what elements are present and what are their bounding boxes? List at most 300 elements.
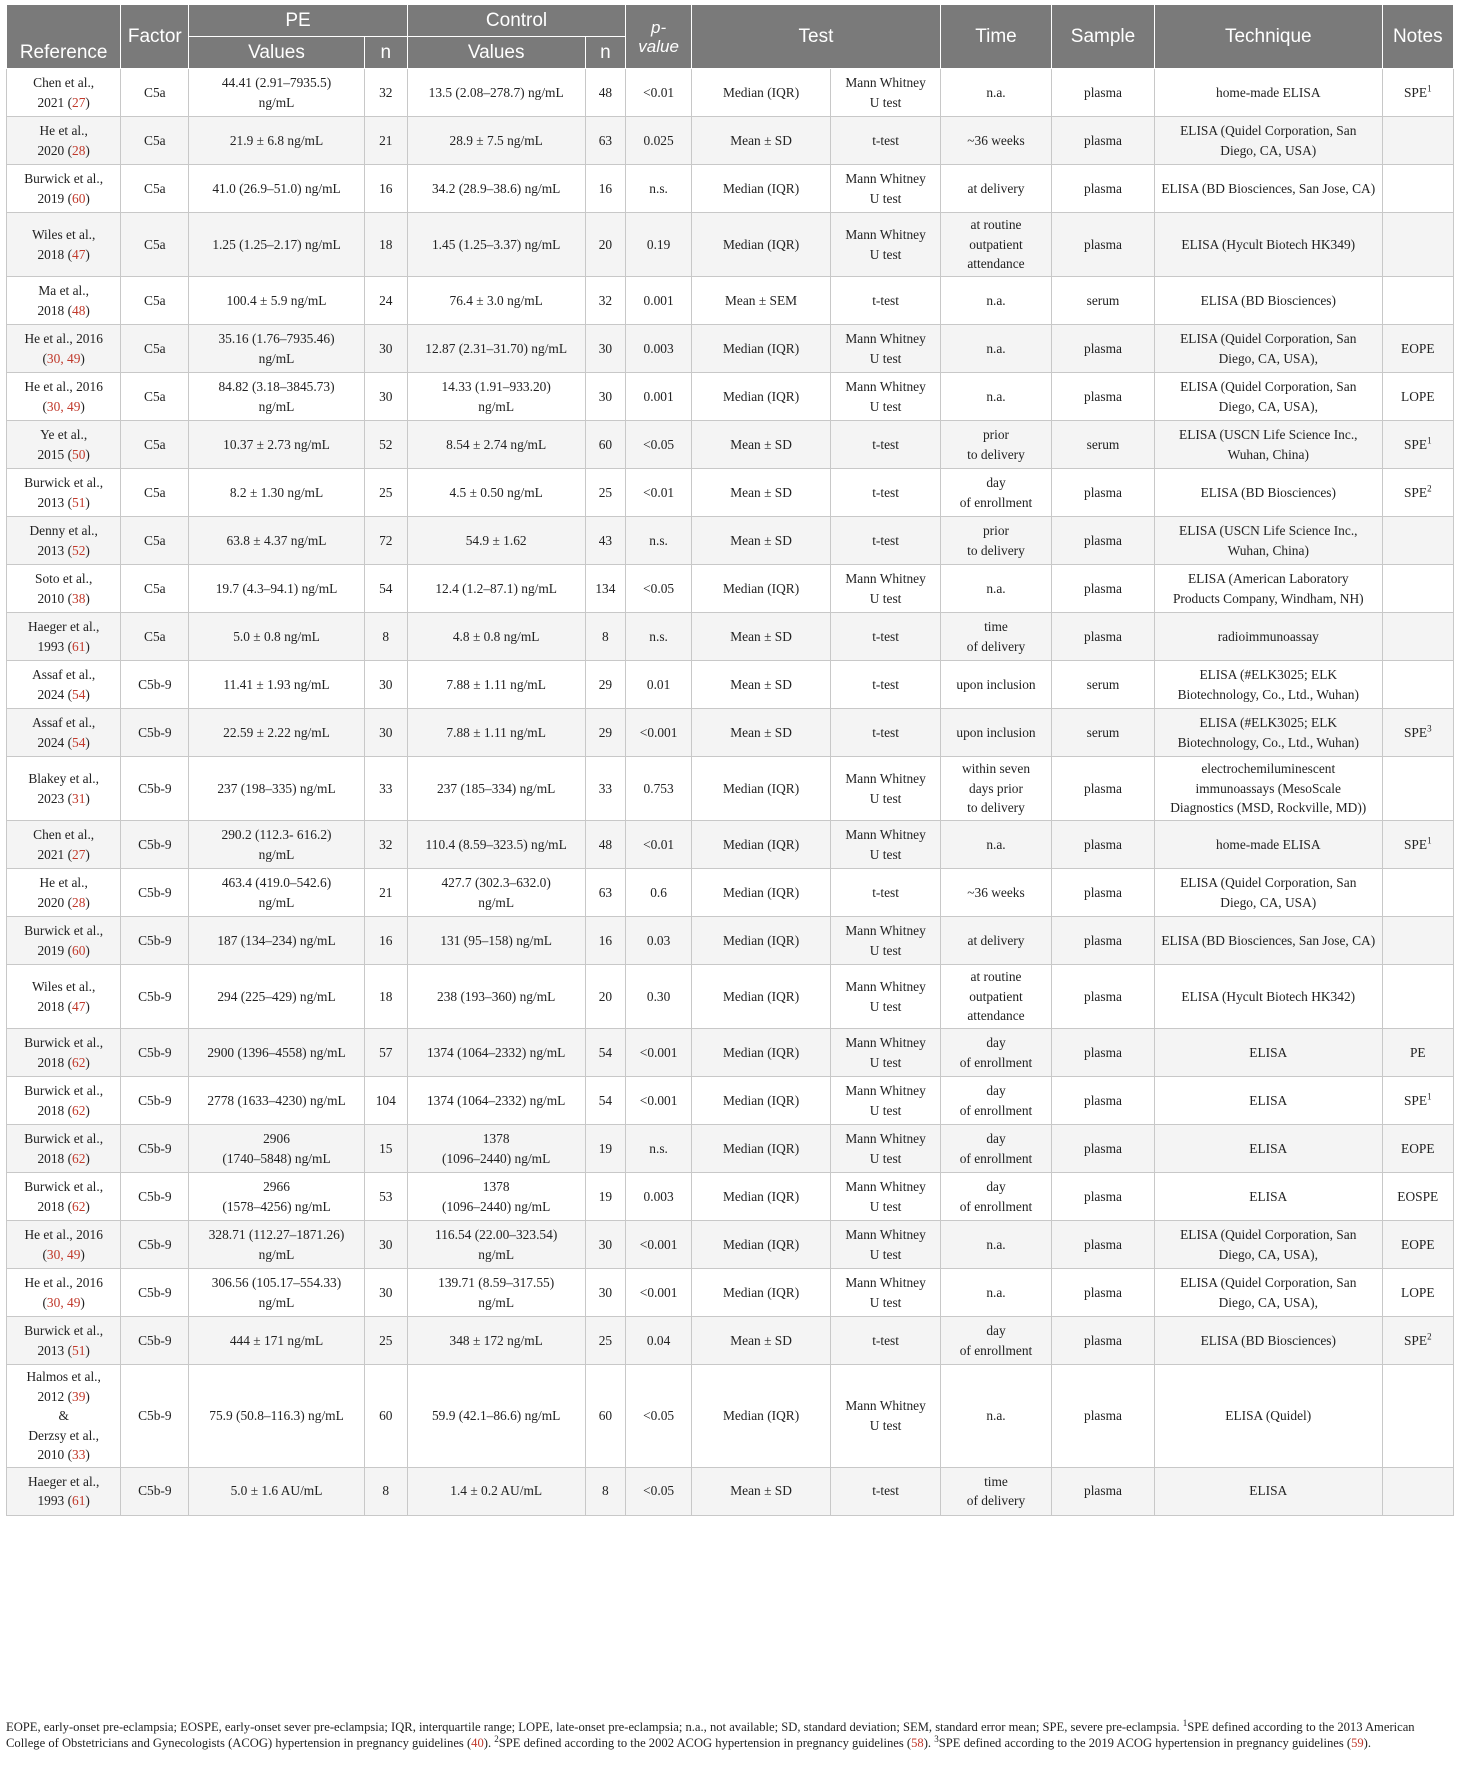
cell-p-value: <0.001	[626, 709, 692, 757]
cell-sample: plasma	[1051, 117, 1154, 165]
cell-test: Mann Whitney U test	[831, 1221, 941, 1269]
cell-test: t-test	[831, 709, 941, 757]
cell-statistic: Median (IQR)	[691, 869, 830, 917]
cell-control-n: 54	[585, 1029, 626, 1077]
table-row	[7, 69, 1454, 117]
cell-reference: Chen et al., 2021 (27)	[7, 69, 121, 117]
reference-text: Wiles et al., 2018 (	[31, 979, 96, 1014]
cell-pe-n: 30	[364, 661, 407, 709]
cell-notes	[1382, 325, 1453, 373]
citation-link[interactable]: 27	[72, 94, 86, 110]
cell-pe-n: 33	[364, 757, 407, 821]
cell-p-value: 0.30	[626, 965, 692, 1029]
cell-reference: Burwick et al., 2019 (60)	[7, 917, 121, 965]
cell-p-value: 0.04	[626, 1317, 692, 1365]
citation-link[interactable]: 62	[72, 1054, 86, 1070]
cell-p-value: <0.001	[626, 1221, 692, 1269]
table-row	[7, 277, 1454, 325]
cell-notes	[1382, 965, 1453, 1029]
header-control-values: Values	[407, 37, 585, 69]
cell-pe-n: 24	[364, 277, 407, 325]
header-pe: PE	[189, 5, 408, 37]
cell-sample: plasma	[1051, 613, 1154, 661]
citation-link[interactable]: 30, 49	[46, 350, 81, 366]
cell-time: day of enrollment	[941, 1077, 1052, 1125]
cell-sample: plasma	[1051, 1269, 1154, 1317]
data-table	[6, 4, 1454, 1516]
footnote-citation-link[interactable]: 58	[911, 1735, 924, 1750]
reference-text: Assaf et al., 2024 (	[32, 667, 96, 702]
cell-control-values: 4.5 ± 0.50 ng/mL	[407, 469, 585, 517]
reference-text: Ma et al., 2018 (	[37, 283, 89, 318]
cell-technique: ELISA (Quidel Corporation, San Diego, CA, USA),	[1154, 325, 1382, 373]
cell-p-value: <0.001	[626, 1077, 692, 1125]
cell-test: Mann Whitney U test	[831, 965, 941, 1029]
cell-time: n.a.	[941, 565, 1052, 613]
table-row	[7, 757, 1454, 821]
cell-technique: ELISA (BD Biosciences, San Jose, CA)	[1154, 917, 1382, 965]
citation-link[interactable]: 62	[72, 1150, 86, 1166]
cell-statistic: Median (IQR)	[691, 1125, 830, 1173]
cell-reference: Denny et al., 2013 (52)	[7, 517, 121, 565]
reference-text: Blakey et al., 2023 (	[28, 771, 99, 806]
cell-time: at routine outpatient attendance	[941, 213, 1052, 277]
cell-control-n: 30	[585, 1221, 626, 1269]
cell-reference: Ma et al., 2018 (48)	[7, 277, 121, 325]
cell-factor: C5b-9	[121, 1125, 189, 1173]
cell-pe-n: 104	[364, 1077, 407, 1125]
cell-time: n.a.	[941, 325, 1052, 373]
cell-reference: Ye et al., 2015 (50)	[7, 421, 121, 469]
reference-text: Assaf et al., 2024 (	[32, 715, 96, 750]
cell-control-values: 59.9 (42.1–86.6) ng/mL	[407, 1365, 585, 1468]
cell-time: time of delivery	[941, 613, 1052, 661]
table-row	[7, 613, 1454, 661]
cell-statistic: Median (IQR)	[691, 69, 830, 117]
cell-time: n.a.	[941, 69, 1052, 117]
cell-test: t-test	[831, 469, 941, 517]
cell-pe-values: 84.82 (3.18–3845.73) ng/mL	[189, 373, 364, 421]
cell-test: Mann Whitney U test	[831, 917, 941, 965]
cell-pe-n: 16	[364, 165, 407, 213]
cell-technique: ELISA (USCN Life Science Inc., Wuhan, China)	[1154, 517, 1382, 565]
citation-link[interactable]: 47	[72, 246, 86, 262]
table-row	[7, 1269, 1454, 1317]
citation-link[interactable]: 38	[72, 590, 86, 606]
cell-technique: ELISA (Quidel)	[1154, 1365, 1382, 1468]
table-row	[7, 917, 1454, 965]
cell-reference: He et al., 2016 (30, 49)	[7, 325, 121, 373]
cell-reference: Assaf et al., 2024 (54)	[7, 709, 121, 757]
citation-link[interactable]: 61	[72, 638, 86, 654]
note-text: SPE	[1403, 724, 1428, 740]
cell-factor: C5b-9	[121, 1269, 189, 1317]
cell-reference: Burwick et al., 2018 (62)	[7, 1173, 121, 1221]
cell-p-value: <0.05	[626, 565, 692, 613]
cell-control-n: 48	[585, 69, 626, 117]
cell-sample: plasma	[1051, 469, 1154, 517]
citation-link[interactable]: 30, 49	[46, 1294, 81, 1310]
note-superscript: 1	[1427, 835, 1432, 846]
cell-pe-n: 8	[364, 1467, 407, 1515]
citation-link[interactable]: 54	[72, 686, 86, 702]
cell-sample: serum	[1051, 661, 1154, 709]
cell-technique: home-made ELISA	[1154, 69, 1382, 117]
cell-pe-values: 22.59 ± 2.22 ng/mL	[189, 709, 364, 757]
table-row	[7, 869, 1454, 917]
footnote-abbreviations: EOPE, early-onset pre-eclampsia; EOSPE, early-onset sever pre-eclampsia; IQR, interquartile range; LOPE, late-onset pre-eclampsia; n.a., not available; SD, standard deviation; SEM, standard error mean; SPE, severe pre-eclampsia.	[6, 1720, 1183, 1734]
cell-p-value: n.s.	[626, 517, 692, 565]
cell-sample: plasma	[1051, 1365, 1154, 1468]
reference-text: Wiles et al., 2018 (	[31, 227, 96, 262]
cell-pe-n: 25	[364, 1317, 407, 1365]
cell-reference: Haeger et al., 1993 (61)	[7, 613, 121, 661]
cell-statistic: Median (IQR)	[691, 757, 830, 821]
table-row	[7, 661, 1454, 709]
cell-p-value: <0.001	[626, 1269, 692, 1317]
cell-technique: radioimmunoassay	[1154, 613, 1382, 661]
note-text: SPE	[1403, 84, 1428, 100]
cell-technique: ELISA (#ELK3025; ELK Biotechnology, Co., Ltd., Wuhan)	[1154, 709, 1382, 757]
citation-link[interactable]: 52	[72, 542, 86, 558]
cell-notes	[1382, 661, 1453, 709]
cell-factor: C5b-9	[121, 709, 189, 757]
citation-link[interactable]: 28	[72, 894, 86, 910]
cell-test: Mann Whitney U test	[831, 1269, 941, 1317]
cell-notes	[1382, 69, 1453, 117]
cell-pe-n: 30	[364, 1221, 407, 1269]
cell-reference: Soto et al., 2010 (38)	[7, 565, 121, 613]
cell-technique: ELISA (BD Biosciences, San Jose, CA)	[1154, 165, 1382, 213]
table-row	[7, 469, 1454, 517]
footnote-citation-link[interactable]: 40	[471, 1735, 484, 1750]
cell-factor: C5b-9	[121, 1029, 189, 1077]
citation-link[interactable]: 28	[72, 142, 86, 158]
note-superscript: 1	[1427, 83, 1432, 94]
note-superscript: 1	[1427, 1091, 1432, 1102]
cell-statistic: Mean ± SD	[691, 661, 830, 709]
footnote-punct: ).	[483, 1735, 495, 1750]
reference-text: Ye et al., 2015 (	[37, 427, 88, 462]
reference-text: Burwick et al., 2013 (	[24, 1323, 104, 1358]
cell-factor: C5a	[121, 613, 189, 661]
cell-pe-values: 294 (225–429) ng/mL	[189, 965, 364, 1029]
reference-text: He et al., 2020 (	[37, 875, 88, 910]
cell-factor: C5b-9	[121, 965, 189, 1029]
cell-technique: ELISA	[1154, 1125, 1382, 1173]
cell-control-n: 20	[585, 965, 626, 1029]
cell-pe-n: 57	[364, 1029, 407, 1077]
table-row	[7, 213, 1454, 277]
cell-reference: Blakey et al., 2023 (31)	[7, 757, 121, 821]
cell-time: at delivery	[941, 165, 1052, 213]
cell-factor: C5a	[121, 565, 189, 613]
cell-pe-values: 44.41 (2.91–7935.5) ng/mL	[189, 69, 364, 117]
cell-factor: C5b-9	[121, 1317, 189, 1365]
header-p-value: p- value	[626, 5, 692, 69]
cell-sample: plasma	[1051, 69, 1154, 117]
cell-time: n.a.	[941, 1269, 1052, 1317]
citation-link[interactable]: 51	[72, 494, 86, 510]
cell-pe-values: 19.7 (4.3–94.1) ng/mL	[189, 565, 364, 613]
cell-factor: C5b-9	[121, 917, 189, 965]
cell-statistic: Median (IQR)	[691, 373, 830, 421]
cell-control-n: 60	[585, 421, 626, 469]
cell-notes	[1382, 1365, 1453, 1468]
citation-link[interactable]: 30, 49	[46, 1246, 81, 1262]
cell-control-values: 76.4 ± 3.0 ng/mL	[407, 277, 585, 325]
citation-link[interactable]: 27	[72, 846, 86, 862]
cell-factor: C5b-9	[121, 821, 189, 869]
cell-reference: He et al., 2016 (30, 49)	[7, 373, 121, 421]
cell-p-value: n.s.	[626, 613, 692, 661]
cell-time: day of enrollment	[941, 1173, 1052, 1221]
cell-test: Mann Whitney U test	[831, 757, 941, 821]
cell-time: n.a.	[941, 277, 1052, 325]
cell-control-values: 427.7 (302.3–632.0) ng/mL	[407, 869, 585, 917]
cell-p-value: 0.025	[626, 117, 692, 165]
cell-factor: C5a	[121, 213, 189, 277]
cell-control-values: 1.4 ± 0.2 AU/mL	[407, 1467, 585, 1515]
cell-sample: plasma	[1051, 213, 1154, 277]
table-row	[7, 565, 1454, 613]
table-row	[7, 1077, 1454, 1125]
cell-time: prior to delivery	[941, 517, 1052, 565]
table-row	[7, 1173, 1454, 1221]
cell-factor: C5a	[121, 469, 189, 517]
table-row	[7, 709, 1454, 757]
cell-notes	[1382, 1029, 1453, 1077]
reference-text: Burwick et al., 2018 (	[24, 1179, 104, 1214]
cell-control-values: 1374 (1064–2332) ng/mL	[407, 1077, 585, 1125]
cell-pe-values: 237 (198–335) ng/mL	[189, 757, 364, 821]
cell-factor: C5b-9	[121, 869, 189, 917]
cell-p-value: 0.6	[626, 869, 692, 917]
cell-technique: ELISA	[1154, 1173, 1382, 1221]
cell-time: upon inclusion	[941, 709, 1052, 757]
cell-notes	[1382, 1077, 1453, 1125]
cell-statistic: Mean ± SD	[691, 117, 830, 165]
cell-control-n: 30	[585, 373, 626, 421]
cell-p-value: 0.01	[626, 661, 692, 709]
citation-link[interactable]: 47	[72, 998, 86, 1014]
table-row	[7, 821, 1454, 869]
table-row	[7, 117, 1454, 165]
cell-control-values: 7.88 ± 1.11 ng/mL	[407, 661, 585, 709]
cell-notes	[1382, 421, 1453, 469]
cell-test: Mann Whitney U test	[831, 1029, 941, 1077]
cell-sample: serum	[1051, 277, 1154, 325]
cell-reference: He et al., 2020 (28)	[7, 117, 121, 165]
cell-test: t-test	[831, 661, 941, 709]
cell-factor: C5b-9	[121, 1467, 189, 1515]
table-row	[7, 1125, 1454, 1173]
reference-text: Burwick et al., 2019 (	[24, 923, 104, 958]
table-row	[7, 1029, 1454, 1077]
cell-pe-values: 2966 (1578–4256) ng/mL	[189, 1173, 364, 1221]
cell-notes	[1382, 757, 1453, 821]
cell-sample: plasma	[1051, 1125, 1154, 1173]
cell-time: within seven days prior to delivery	[941, 757, 1052, 821]
cell-statistic: Mean ± SD	[691, 421, 830, 469]
cell-pe-n: 32	[364, 821, 407, 869]
cell-test: Mann Whitney U test	[831, 565, 941, 613]
table-row	[7, 1365, 1454, 1468]
table-body	[7, 69, 1454, 1516]
cell-reference: Wiles et al., 2018 (47)	[7, 965, 121, 1029]
citation-link[interactable]: 31	[72, 790, 86, 806]
note-text: EOPE	[1401, 340, 1435, 356]
citation-link[interactable]: 60	[72, 942, 86, 958]
cell-time: ~36 weeks	[941, 117, 1052, 165]
header-time: Time	[941, 5, 1052, 69]
cell-p-value: 0.003	[626, 1173, 692, 1221]
cell-reference: Halmos et al., 2012 (39) & Derzsy et al., 2010 (33)	[7, 1365, 121, 1468]
cell-statistic: Median (IQR)	[691, 1173, 830, 1221]
cell-technique: ELISA (Quidel Corporation, San Diego, CA, USA),	[1154, 373, 1382, 421]
cell-factor: C5b-9	[121, 1365, 189, 1468]
header-technique: Technique	[1154, 5, 1382, 69]
table-row	[7, 165, 1454, 213]
cell-control-values: 54.9 ± 1.62	[407, 517, 585, 565]
cell-control-values: 12.87 (2.31–31.70) ng/mL	[407, 325, 585, 373]
cell-control-values: 1378 (1096–2440) ng/mL	[407, 1173, 585, 1221]
cell-p-value: <0.05	[626, 421, 692, 469]
cell-technique: ELISA (Quidel Corporation, San Diego, CA, USA)	[1154, 869, 1382, 917]
cell-test: Mann Whitney U test	[831, 821, 941, 869]
cell-technique: ELISA (BD Biosciences)	[1154, 1317, 1382, 1365]
cell-p-value: <0.01	[626, 69, 692, 117]
cell-notes	[1382, 1317, 1453, 1365]
cell-control-n: 60	[585, 1365, 626, 1468]
cell-control-values: 34.2 (28.9–38.6) ng/mL	[407, 165, 585, 213]
cell-technique: ELISA (#ELK3025; ELK Biotechnology, Co., Ltd., Wuhan)	[1154, 661, 1382, 709]
footnote-sup-2: 2	[494, 1733, 499, 1744]
cell-pe-n: 8	[364, 613, 407, 661]
cell-sample: plasma	[1051, 821, 1154, 869]
header-factor: Factor	[121, 5, 189, 69]
footnote-citation-link[interactable]: 59	[1351, 1735, 1364, 1750]
cell-control-n: 16	[585, 165, 626, 213]
cell-time: n.a.	[941, 1365, 1052, 1468]
cell-pe-values: 2778 (1633–4230) ng/mL	[189, 1077, 364, 1125]
citation-link[interactable]: 50	[72, 446, 86, 462]
citation-link[interactable]: 39	[72, 1388, 86, 1404]
cell-technique: ELISA (American Laboratory Products Company, Windham, NH)	[1154, 565, 1382, 613]
cell-sample: plasma	[1051, 565, 1154, 613]
citation-link[interactable]: 54	[72, 734, 86, 750]
cell-notes	[1382, 1125, 1453, 1173]
cell-pe-values: 2906 (1740–5848) ng/mL	[189, 1125, 364, 1173]
citation-link[interactable]: 61	[72, 1493, 86, 1508]
cell-factor: C5b-9	[121, 1221, 189, 1269]
cell-control-values: 14.33 (1.91–933.20) ng/mL	[407, 373, 585, 421]
cell-control-values: 28.9 ± 7.5 ng/mL	[407, 117, 585, 165]
cell-factor: C5a	[121, 325, 189, 373]
cell-control-values: 1374 (1064–2332) ng/mL	[407, 1029, 585, 1077]
citation-link[interactable]: 30, 49	[46, 398, 81, 414]
cell-pe-values: 21.9 ± 6.8 ng/mL	[189, 117, 364, 165]
cell-p-value: <0.05	[626, 1467, 692, 1515]
cell-reference: Haeger et al., 1993 (61)	[7, 1467, 121, 1515]
cell-statistic: Median (IQR)	[691, 821, 830, 869]
cell-pe-n: 72	[364, 517, 407, 565]
cell-statistic: Mean ± SEM	[691, 277, 830, 325]
note-text: SPE	[1403, 1332, 1428, 1348]
reference-text: He et al., 2020 (	[37, 123, 88, 158]
cell-pe-values: 41.0 (26.9–51.0) ng/mL	[189, 165, 364, 213]
citation-link[interactable]: 51	[72, 1342, 86, 1358]
note-superscript: 2	[1427, 1331, 1432, 1342]
cell-pe-values: 11.41 ± 1.93 ng/mL	[189, 661, 364, 709]
cell-statistic: Median (IQR)	[691, 213, 830, 277]
cell-statistic: Median (IQR)	[691, 1269, 830, 1317]
cell-reference: Wiles et al., 2018 (47)	[7, 213, 121, 277]
reference-text: He et al., 2016 (	[24, 1227, 103, 1262]
cell-pe-values: 290.2 (112.3- 616.2) ng/mL	[189, 821, 364, 869]
cell-statistic: Median (IQR)	[691, 1029, 830, 1077]
header-pe-n: n	[364, 37, 407, 69]
citation-link[interactable]: 62	[72, 1102, 86, 1118]
cell-test: Mann Whitney U test	[831, 1173, 941, 1221]
header-control-n: n	[585, 37, 626, 69]
cell-statistic: Mean ± SD	[691, 613, 830, 661]
cell-notes	[1382, 165, 1453, 213]
note-superscript: 2	[1427, 483, 1432, 494]
cell-sample: serum	[1051, 421, 1154, 469]
cell-reference: Burwick et al., 2018 (62)	[7, 1125, 121, 1173]
cell-control-n: 25	[585, 1317, 626, 1365]
cell-p-value: 0.753	[626, 757, 692, 821]
cell-test: Mann Whitney U test	[831, 325, 941, 373]
cell-sample: plasma	[1051, 1317, 1154, 1365]
cell-statistic: Median (IQR)	[691, 1365, 830, 1468]
cell-control-values: 139.71 (8.59–317.55) ng/mL	[407, 1269, 585, 1317]
cell-pe-n: 18	[364, 213, 407, 277]
citation-link[interactable]: 62	[72, 1198, 86, 1214]
cell-pe-n: 21	[364, 117, 407, 165]
cell-pe-n: 32	[364, 69, 407, 117]
cell-factor: C5a	[121, 69, 189, 117]
cell-test: t-test	[831, 613, 941, 661]
cell-control-values: 8.54 ± 2.74 ng/mL	[407, 421, 585, 469]
cell-technique: ELISA	[1154, 1077, 1382, 1125]
cell-control-n: 19	[585, 1173, 626, 1221]
cell-factor: C5a	[121, 517, 189, 565]
cell-p-value: 0.001	[626, 277, 692, 325]
cell-pe-n: 30	[364, 373, 407, 421]
citation-link[interactable]: 48	[72, 302, 86, 318]
cell-control-values: 238 (193–360) ng/mL	[407, 965, 585, 1029]
table-container	[6, 4, 1454, 1516]
cell-reference: Burwick et al., 2018 (62)	[7, 1029, 121, 1077]
citation-link[interactable]: 60	[72, 190, 86, 206]
cell-pe-n: 53	[364, 1173, 407, 1221]
cell-control-n: 25	[585, 469, 626, 517]
cell-time: day of enrollment	[941, 1125, 1052, 1173]
citation-link[interactable]: 33	[72, 1447, 86, 1462]
cell-pe-values: 5.0 ± 1.6 AU/mL	[189, 1467, 364, 1515]
cell-pe-n: 15	[364, 1125, 407, 1173]
cell-pe-values: 444 ± 171 ng/mL	[189, 1317, 364, 1365]
cell-technique: ELISA (BD Biosciences)	[1154, 469, 1382, 517]
reference-text: He et al., 2016 (	[24, 1275, 103, 1310]
cell-statistic: Median (IQR)	[691, 917, 830, 965]
cell-control-values: 237 (185–334) ng/mL	[407, 757, 585, 821]
cell-test: Mann Whitney U test	[831, 1365, 941, 1468]
cell-pe-n: 25	[364, 469, 407, 517]
cell-factor: C5a	[121, 117, 189, 165]
